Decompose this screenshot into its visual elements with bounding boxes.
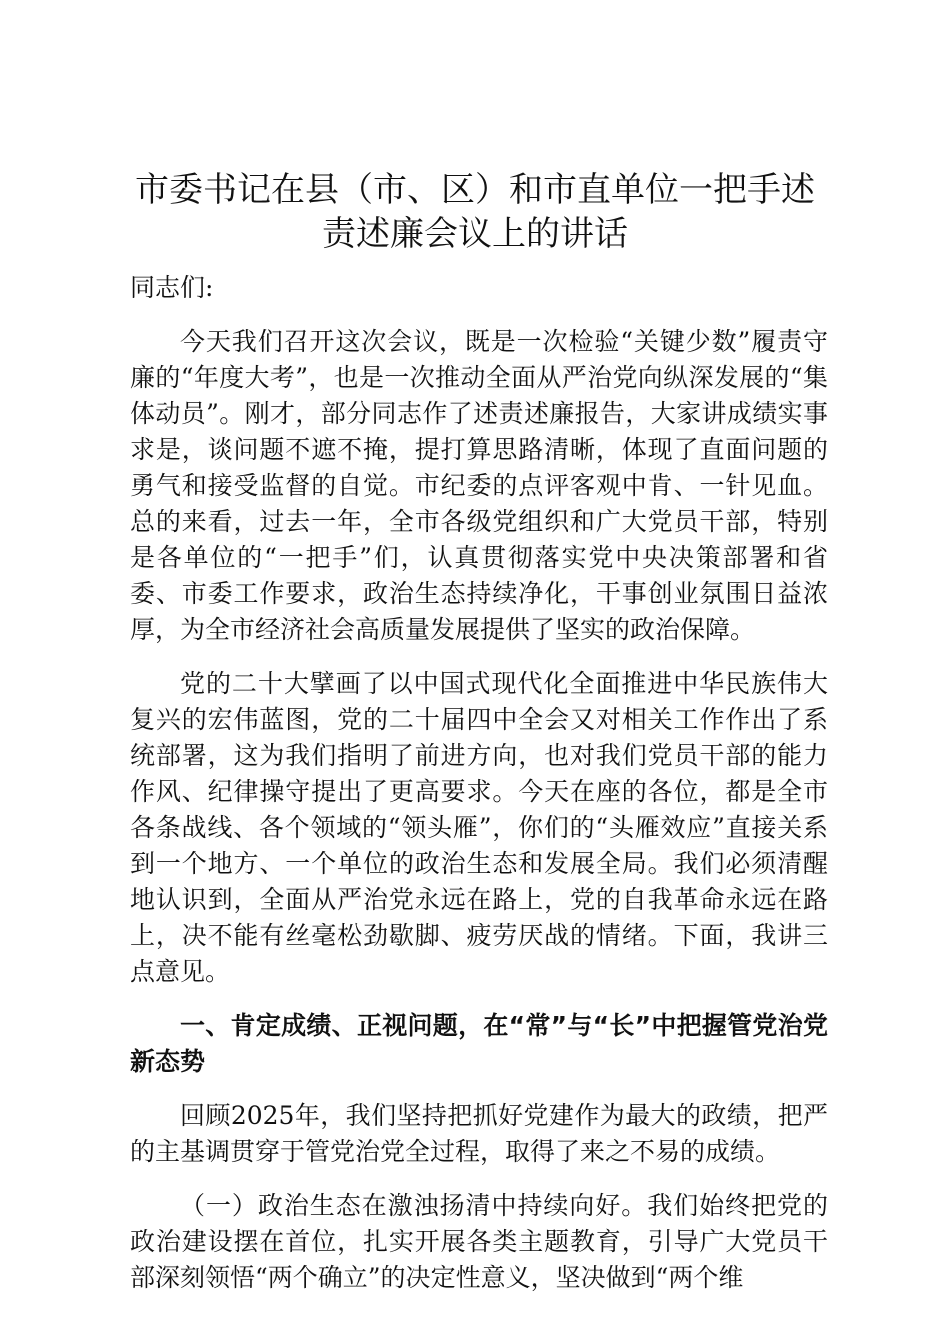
section-1-intro: 回顾2025年，我们坚持把抓好党建作为最大的政绩，把严的主基调贯穿于管党治党全过程，取得了来之不易的成绩。 (130, 1101, 828, 1166)
section-1-subsection-1: （一）政治生态在激浊扬清中持续向好。我们始终把党的政治建设摆在首位，扎实开展各类主题教育，引导广大党员干部深刻领悟“两个确立”的决定性意义，坚决做到“两个维 (130, 1191, 828, 1292)
document-title: 市委书记在县（市、区）和市直单位一把手述责述廉会议上的讲话 (135, 170, 815, 254)
salutation: 同志们: (130, 273, 214, 302)
document-body (130, 270, 828, 1314)
paragraph-context: 党的二十大擘画了以中国式现代化全面推进中华民族伟大复兴的宏伟蓝图，党的二十届四中全会又对相关工作作出了系统部署，这为我们指明了前进方向，也对我们党员干部的能力作风、纪律操守提出了更高要求。今天在座的各位，都是全市各条战线、各个领域的“领头雁”，你们的“头雁效应”直接关系到一个地方、一个单位的政治生态和发展全局。我们必须清醒地认识到，全面从严治党永远在路上，党的自我革命永远在路上，决不能有丝毫松劲歇脚、疲劳厌战的情绪。下面，我讲三点意见。 (130, 669, 828, 986)
section-heading-1: 一、肯定成绩、正视问题，在“常”与“长”中把握管党治党新态势 (130, 1011, 828, 1076)
paragraph-opening: 今天我们召开这次会议，既是一次检验“关键少数”履责守廉的“年度大考”，也是一次推动全面从严治党向纵深发展的“集体动员”。刚才，部分同志作了述责述廉报告，大家讲成绩实事求是，谈问题不遮不掩，提打算思路清晰，体现了直面问题的勇气和接受监督的自觉。市纪委的点评客观中肯、一针见血。总的来看，过去一年，全市各级党组织和广大党员干部，特别是各单位的“一把手”们，认真贯彻落实党中央决策部署和省委、市委工作要求，政治生态持续净化，干事创业氛围日益浓厚，为全市经济社会高质量发展提供了坚实的政治保障。 (130, 327, 828, 644)
